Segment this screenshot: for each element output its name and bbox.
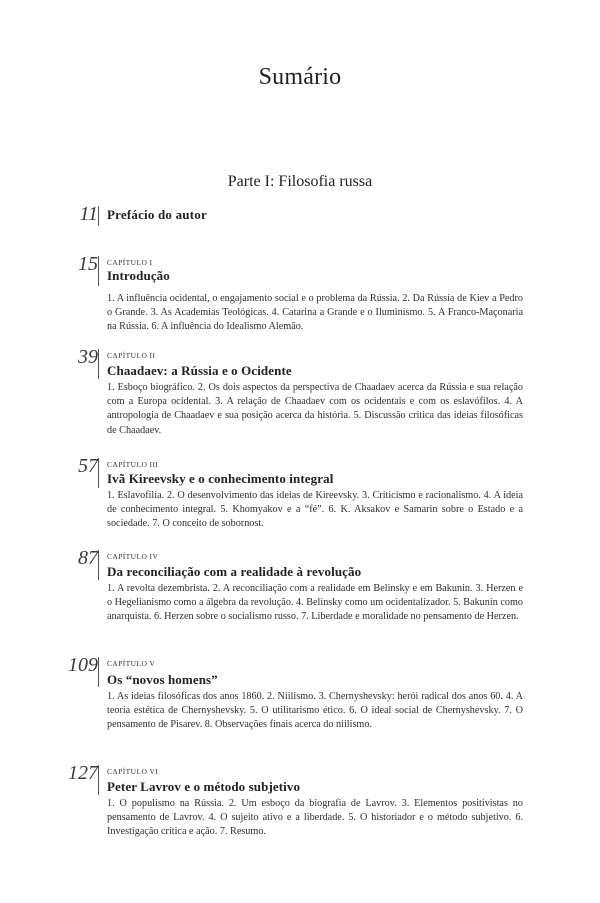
chapter-description: 1. As ideias filosóficas dos anos 1860. 2. Niilismo. 3. Chernyshevsky: herói radical dos anos 60. 4. A teoria estética de Chernyshevsky. 5. O utilitarismo ético. 6. O ideal social de Chernyshevsky. 7. O pensamento de Pisarev. 8. Observações finais acerca do niilismo.: [107, 691, 523, 731]
chapter-description: 1. Esboço biográfico. 2. Os dois aspectos da perspectiva de Chaadaev acerca da Rússia e sua relação com a Europa ocidental. 3. A relação de Chaadaev com os ocidentais e com os eslavófilos. 4. A antropologia de Chaadaev e sua posição acerca da história. 5. Discussão crítica das ideias filosóficas de Chaadaev.: [107, 382, 523, 436]
chapter-title: Da reconciliação com a realidade à revolução: [107, 564, 362, 579]
page-number: 11: [79, 203, 98, 225]
part-heading: Parte I: Filosofia russa: [227, 173, 373, 190]
divider: [98, 349, 99, 379]
page-number: 57: [78, 455, 98, 477]
chapter-title: Peter Lavrov e o método subjetivo: [107, 779, 301, 794]
divider: [98, 550, 99, 580]
chapter-label: CAPÍTULO IV: [107, 552, 159, 561]
chapter-label: CAPÍTULO III: [107, 460, 159, 469]
entry-title: Prefácio do autor: [107, 207, 207, 222]
chapter-label: CAPÍTULO II: [107, 351, 156, 360]
chapter-label: CAPÍTULO VI: [107, 767, 159, 776]
chapter-title: Ivã Kireevsky e o conhecimento integral: [107, 471, 334, 486]
divider: [98, 206, 99, 226]
chapter-description: 1. Eslavofilia. 2. O desenvolvimento das ideias de Kireevsky. 3. Criticismo e racionalismo. 4. A ideia de conhecimento integral. 5. Khomyakov e a “fé”. 6. K. Aksakov e Samarin sobre o Estado e a sociedade. 7. O conceito de sobornost.: [107, 490, 523, 530]
chapter-title: Chaadaev: a Rússia e o Ocidente: [107, 363, 292, 378]
chapter-title: Os “novos homens”: [107, 672, 218, 687]
divider: [98, 256, 99, 286]
page-number: 39: [78, 346, 98, 368]
chapter-description: 1. A influência ocidental, o engajamento social e o problema da Rússia. 2. Da Rússia de Kiev a Pedro o Grande. 3. As Academias Teológicas. 4. Catarina a Grande e o Iluminismo. 5. A Franco-Maçonaria na Rússia. 6. A influência do Idealismo Alemão.: [107, 293, 523, 333]
page-number: 109: [68, 654, 98, 676]
chapter-description: 1. A revolta dezembrista. 2. A reconciliação com a realidade em Belinsky e em Bakunin. 3. Herzen e o Hegelianismo como a álgebra da revolução. 4. Belinsky como um ocidentalizador. 5. Bakunin como anarquista. 6. Herzen sobre o socialismo russo. 7. Liberdade e moralidade no pensamento de Herzen.: [107, 583, 523, 623]
divider: [98, 765, 99, 795]
chapter-label: CAPÍTULO V: [107, 659, 156, 668]
page-title: Sumário: [258, 64, 342, 90]
chapter-description: 1. O populismo na Rússia. 2. Um esboço da biografia de Lavrov. 3. Elementos positivistas no pensamento de Lavrov. 4. O sujeito ativo e a liberdade. 5. O historiador e o método subjetivo. 6. Investigação crítica e ação. 7. Resumo.: [107, 798, 523, 838]
page-number: 15: [78, 253, 98, 275]
page-number: 127: [68, 762, 98, 784]
chapter-label: CAPÍTULO I: [107, 258, 153, 267]
page-number: 87: [78, 547, 98, 569]
divider: [98, 657, 99, 687]
divider: [98, 458, 99, 488]
chapter-title: Introdução: [107, 268, 170, 283]
